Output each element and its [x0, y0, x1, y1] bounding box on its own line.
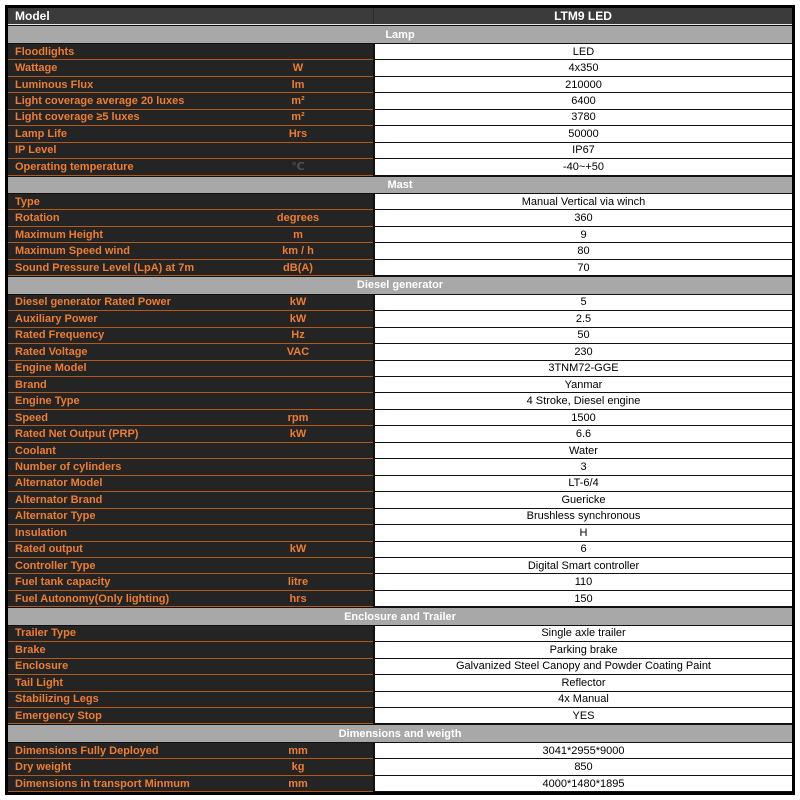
spec-value: 110	[373, 574, 792, 590]
table-row	[8, 574, 792, 590]
spec-value: 150	[373, 591, 792, 607]
spec-label: Light coverage average 20 luxes	[15, 94, 185, 107]
spec-value: 4x350	[373, 60, 792, 76]
spec-label: Wattage	[15, 62, 58, 75]
spec-label: Rated Voltage	[15, 345, 88, 358]
spec-value: 50000	[373, 126, 792, 142]
spec-unit: rpm	[287, 411, 309, 424]
label-unit-cell	[8, 328, 373, 344]
label-unit-cell	[8, 393, 373, 409]
label-unit-cell	[8, 361, 373, 377]
spec-value: 4 Stroke, Diesel engine	[373, 393, 792, 409]
table-row	[8, 692, 792, 708]
section-header	[8, 607, 792, 625]
spec-label: Auxiliary Power	[15, 312, 98, 325]
spec-label: Enclosure	[15, 660, 69, 673]
label-unit-cell	[8, 344, 373, 360]
spec-value: 2.5	[373, 311, 792, 327]
label-unit-cell	[8, 509, 373, 525]
label-unit-cell	[8, 459, 373, 475]
table-row	[8, 311, 792, 327]
table-row	[8, 260, 792, 276]
label-unit-cell	[8, 410, 373, 426]
spec-label: Alternator Model	[15, 477, 103, 490]
spec-label: Engine Model	[15, 362, 87, 375]
model-header-row	[8, 8, 792, 25]
table-row	[8, 93, 792, 109]
label-unit-cell	[8, 659, 373, 675]
spec-value: Guericke	[373, 492, 792, 508]
label-unit-cell	[8, 492, 373, 508]
spec-label: Rated Net Output (PRP)	[15, 428, 139, 441]
spec-value: 1500	[373, 410, 792, 426]
table-row	[8, 295, 792, 311]
label-unit-cell	[8, 675, 373, 691]
spec-value: 3041*2955*9000	[373, 743, 792, 759]
table-row	[8, 525, 792, 541]
table-row	[8, 393, 792, 409]
label-unit-cell	[8, 525, 373, 541]
table-row	[8, 126, 792, 142]
label-unit-cell	[8, 776, 373, 792]
spec-unit: kW	[289, 428, 307, 441]
spec-value: 4x Manual	[373, 692, 792, 708]
table-row	[8, 426, 792, 442]
spec-label: Engine Type	[15, 395, 80, 408]
label-unit-cell	[8, 210, 373, 226]
spec-unit: degrees	[276, 212, 320, 225]
spec-label: Fuel tank capacity	[15, 576, 111, 589]
spec-value: 5	[373, 295, 792, 311]
label-unit-cell	[8, 77, 373, 93]
section-header	[8, 724, 792, 742]
table-row	[8, 44, 792, 60]
spec-value: IP67	[373, 143, 792, 159]
label-unit-cell	[8, 574, 373, 590]
table-row	[8, 60, 792, 76]
section-title: Diesel generator	[356, 279, 444, 292]
spec-label: Insulation	[15, 526, 67, 539]
spec-value: Water	[373, 443, 792, 459]
table-row	[8, 743, 792, 759]
spec-table	[5, 5, 795, 795]
spec-label: Brand	[15, 378, 47, 391]
spec-value: Galvanized Steel Canopy and Powder Coating Paint	[373, 659, 792, 675]
spec-unit: VAC	[286, 345, 310, 358]
table-row	[8, 194, 792, 210]
label-unit-cell	[8, 194, 373, 210]
spec-unit: kW	[289, 543, 307, 556]
spec-unit: lm	[291, 78, 305, 91]
label-unit-cell	[8, 311, 373, 327]
section-title: Dimensions and weigth	[338, 727, 462, 740]
section-header	[8, 25, 792, 43]
section-header	[8, 276, 792, 294]
table-row	[8, 344, 792, 360]
spec-label: Rated output	[15, 543, 83, 556]
spec-value: 3780	[373, 110, 792, 126]
table-row	[8, 759, 792, 775]
spec-value: 3	[373, 459, 792, 475]
spec-label: Luminous Flux	[15, 78, 94, 91]
spec-label: Sound Pressure Level (LpA) at 7m	[15, 261, 195, 274]
spec-label: Light coverage ≥5 luxes	[15, 111, 140, 124]
spec-label: Operating temperature	[15, 160, 134, 173]
spec-value: 6400	[373, 93, 792, 109]
spec-label: Tail Light	[15, 676, 64, 689]
table-row	[8, 708, 792, 724]
label-unit-cell	[8, 591, 373, 607]
spec-unit: ℃	[291, 161, 305, 174]
spec-unit: W	[292, 62, 304, 75]
spec-value: 9	[373, 227, 792, 243]
spec-unit: Hz	[291, 329, 305, 342]
spec-value: 4000*1480*1895	[373, 776, 792, 792]
spec-unit: kW	[289, 296, 307, 309]
section-title: Mast	[387, 178, 413, 191]
label-unit-cell	[8, 260, 373, 276]
spec-value: Manual Vertical via winch	[373, 194, 792, 210]
spec-label: Controller Type	[15, 559, 96, 572]
spec-label: Rotation	[15, 212, 60, 225]
spec-label: Type	[15, 195, 40, 208]
spec-unit: kg	[291, 761, 305, 774]
spec-value: LED	[373, 44, 792, 60]
spec-value: LT-6/4	[373, 476, 792, 492]
table-row	[8, 77, 792, 93]
label-unit-cell	[8, 642, 373, 658]
label-unit-cell	[8, 443, 373, 459]
spec-label: Lamp Life	[15, 127, 67, 140]
spec-unit: m²	[291, 94, 305, 107]
spec-value: 3TNM72-GGE	[373, 361, 792, 377]
table-row	[8, 159, 792, 175]
label-unit-cell	[8, 692, 373, 708]
spec-value: 850	[373, 759, 792, 775]
label-unit-cell	[8, 759, 373, 775]
spec-label: Maximum Height	[15, 228, 104, 241]
label-unit-cell	[8, 558, 373, 574]
section-title: Lamp	[385, 28, 415, 41]
table-row	[8, 509, 792, 525]
label-unit-cell	[8, 44, 373, 60]
table-row	[8, 410, 792, 426]
label-unit-cell	[8, 708, 373, 724]
table-row	[8, 558, 792, 574]
spec-label: Brake	[15, 643, 46, 656]
section-header	[8, 176, 792, 194]
model-value: LTM9 LED	[373, 8, 792, 24]
model-label: Model	[15, 9, 50, 24]
label-unit-cell	[8, 126, 373, 142]
table-row	[8, 459, 792, 475]
spec-label: Coolant	[15, 444, 56, 457]
spec-unit: Hrs	[288, 127, 308, 140]
label-unit-cell	[8, 243, 373, 259]
table-row	[8, 675, 792, 691]
spec-unit: km / h	[282, 245, 314, 258]
spec-label: Trailer Type	[15, 627, 76, 640]
spec-value: 230	[373, 344, 792, 360]
spec-value: 210000	[373, 77, 792, 93]
spec-value: Single axle trailer	[373, 626, 792, 642]
table-row	[8, 776, 792, 792]
spec-value: Brushless synchronous	[373, 509, 792, 525]
table-row	[8, 110, 792, 126]
spec-label: Dimensions in transport Minmum	[15, 777, 190, 790]
table-row	[8, 361, 792, 377]
table-row	[8, 591, 792, 607]
spec-label: Rated Frequency	[15, 329, 105, 342]
spec-value: Yanmar	[373, 377, 792, 393]
spec-label: Floodlights	[15, 45, 75, 58]
spec-label: Stabilizing Legs	[15, 693, 99, 706]
spec-value: H	[373, 525, 792, 541]
spec-label: Fuel Autonomy(Only lighting)	[15, 592, 170, 605]
label-unit-cell	[8, 295, 373, 311]
label-unit-cell	[8, 476, 373, 492]
spec-value: Parking brake	[373, 642, 792, 658]
table-row	[8, 377, 792, 393]
table-row	[8, 626, 792, 642]
spec-value: 6	[373, 542, 792, 558]
label-unit-cell	[8, 426, 373, 442]
spec-label: Emergency Stop	[15, 709, 102, 722]
spec-label: Alternator Brand	[15, 493, 103, 506]
spec-unit: dB(A)	[283, 261, 313, 274]
spec-value: 70	[373, 260, 792, 276]
label-unit-cell	[8, 377, 373, 393]
table-row	[8, 542, 792, 558]
spec-label: Alternator Type	[15, 510, 96, 523]
spec-unit: hrs	[289, 592, 307, 605]
spec-unit: kW	[289, 312, 307, 325]
spec-value: 50	[373, 328, 792, 344]
spec-value: Reflector	[373, 675, 792, 691]
label-unit-cell	[8, 626, 373, 642]
label-unit-cell	[8, 143, 373, 159]
label-unit-cell	[8, 542, 373, 558]
spec-value: YES	[373, 708, 792, 724]
spec-value: 360	[373, 210, 792, 226]
table-row	[8, 143, 792, 159]
spec-label: Speed	[15, 411, 49, 424]
spec-label: Maximum Speed wind	[15, 245, 130, 258]
label-unit-cell	[8, 159, 373, 175]
spec-value: -40~+50	[373, 159, 792, 175]
spec-label: Diesel generator Rated Power	[15, 296, 171, 309]
spec-label: Dry weight	[15, 761, 72, 774]
table-row	[8, 243, 792, 259]
spec-value: 80	[373, 243, 792, 259]
table-row	[8, 443, 792, 459]
spec-unit: litre	[287, 576, 309, 589]
table-row	[8, 210, 792, 226]
spec-unit: m	[293, 228, 303, 241]
table-row	[8, 476, 792, 492]
spec-label: IP Level	[15, 144, 57, 157]
label-unit-cell	[8, 60, 373, 76]
spec-label: Dimensions Fully Deployed	[15, 744, 159, 757]
label-unit-cell	[8, 110, 373, 126]
label-unit-cell	[8, 227, 373, 243]
spec-label: Number of cylinders	[15, 460, 122, 473]
spec-unit: m²	[291, 111, 305, 124]
table-row	[8, 227, 792, 243]
table-row	[8, 328, 792, 344]
table-row	[8, 492, 792, 508]
spec-value: 6.6	[373, 426, 792, 442]
spec-unit: mm	[288, 744, 308, 757]
label-unit-cell	[8, 93, 373, 109]
spec-unit: mm	[288, 777, 308, 790]
spec-value: Digital Smart controller	[373, 558, 792, 574]
table-row	[8, 659, 792, 675]
table-row	[8, 642, 792, 658]
label-unit-cell	[8, 743, 373, 759]
section-title: Enclosure and Trailer	[344, 610, 456, 623]
